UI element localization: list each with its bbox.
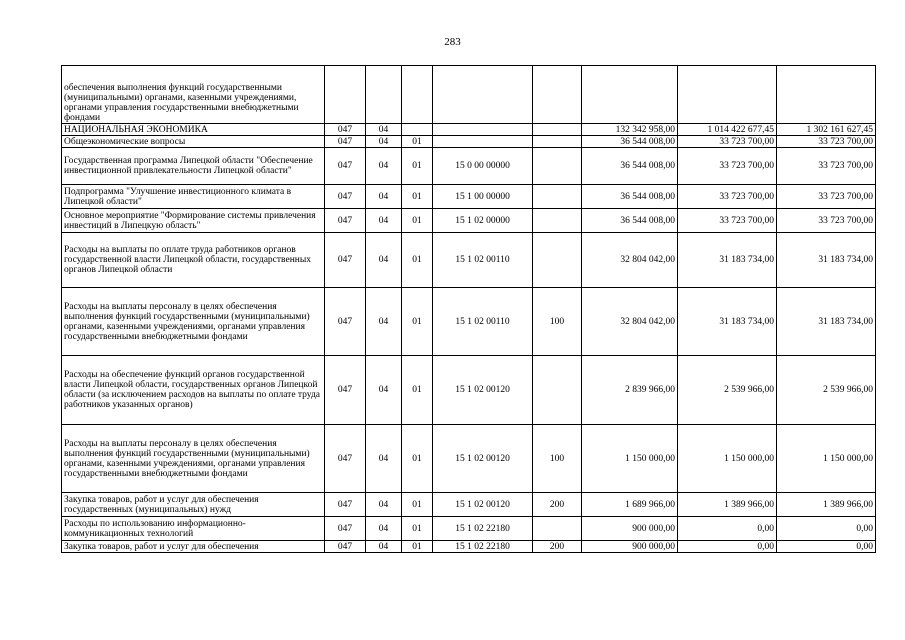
cell-expense-type: 200 bbox=[533, 541, 582, 553]
cell-ministry: 047 bbox=[325, 148, 366, 185]
cell-amount-1: 132 342 958,00 bbox=[582, 124, 678, 136]
cell-amount-3: 33 723 700,00 bbox=[777, 136, 876, 148]
cell-subsection: 01 bbox=[402, 148, 433, 185]
cell-ministry: 047 bbox=[325, 356, 366, 425]
table-row bbox=[62, 425, 876, 493]
cell-amount-2: 33 723 700,00 bbox=[678, 136, 777, 148]
cell-name: Общеэкономические вопросы bbox=[62, 136, 325, 148]
cell-ministry: 047 bbox=[325, 541, 366, 553]
cell-amount-3: 0,00 bbox=[777, 517, 876, 541]
cell-amount-2: 1 389 966,00 bbox=[678, 493, 777, 517]
cell-amount-2: 1 014 422 677,45 bbox=[678, 124, 777, 136]
cell-target: 15 1 02 22180 bbox=[433, 541, 533, 553]
cell-expense-type: 100 bbox=[533, 288, 582, 356]
cell-target: 15 1 00 00000 bbox=[433, 185, 533, 209]
cell-subsection: 01 bbox=[402, 541, 433, 553]
cell-amount-3 bbox=[777, 66, 876, 124]
cell-subsection: 01 bbox=[402, 425, 433, 493]
cell-amount-1: 36 544 008,00 bbox=[582, 148, 678, 185]
cell-amount-3: 2 539 966,00 bbox=[777, 356, 876, 425]
cell-amount-3: 0,00 bbox=[777, 541, 876, 553]
table-row bbox=[62, 517, 876, 541]
cell-subsection: 01 bbox=[402, 209, 433, 233]
cell-amount-3: 33 723 700,00 bbox=[777, 185, 876, 209]
cell-amount-1: 36 544 008,00 bbox=[582, 185, 678, 209]
cell-name: Расходы на выплаты персоналу в целях обеспечения выполнения функций государственными (муниципальными) органами, казенными учреждениями, органами управления государственными внебюджетными фондами bbox=[62, 425, 325, 493]
cell-amount-3: 1 150 000,00 bbox=[777, 425, 876, 493]
cell-ministry: 047 bbox=[325, 185, 366, 209]
cell-amount-1 bbox=[582, 66, 678, 124]
cell-section: 04 bbox=[366, 425, 402, 493]
table-row bbox=[62, 185, 876, 209]
cell-amount-1: 32 804 042,00 bbox=[582, 233, 678, 288]
table-row bbox=[62, 136, 876, 148]
cell-name: Расходы на выплаты персоналу в целях обеспечения выполнения функций государственными (муниципальными) органами, казенными учреждениями, органами управления государственными внебюджетными фондами bbox=[62, 288, 325, 356]
cell-target: 15 1 02 22180 bbox=[433, 517, 533, 541]
table-row bbox=[62, 356, 876, 425]
cell-name: Подпрограмма "Улучшение инвестиционного климата в Липецкой области" bbox=[62, 185, 325, 209]
cell-subsection bbox=[402, 66, 433, 124]
cell-name: Закупка товаров, работ и услуг для обеспечения bbox=[62, 541, 325, 553]
cell-amount-1: 1 689 966,00 bbox=[582, 493, 678, 517]
cell-expense-type bbox=[533, 356, 582, 425]
cell-expense-type bbox=[533, 209, 582, 233]
table-row bbox=[62, 209, 876, 233]
cell-section: 04 bbox=[366, 209, 402, 233]
cell-ministry: 047 bbox=[325, 425, 366, 493]
cell-name: обеспечения выполнения функций государственными (муниципальными) органами, казенными учреждениями, органами управления государственными внебюджетными фондами bbox=[62, 66, 325, 124]
cell-amount-1: 32 804 042,00 bbox=[582, 288, 678, 356]
cell-subsection: 01 bbox=[402, 356, 433, 425]
cell-target: 15 1 02 00110 bbox=[433, 233, 533, 288]
cell-amount-2: 2 539 966,00 bbox=[678, 356, 777, 425]
cell-section bbox=[366, 66, 402, 124]
cell-amount-1: 36 544 008,00 bbox=[582, 209, 678, 233]
cell-target: 15 1 02 00000 bbox=[433, 209, 533, 233]
cell-amount-3: 31 183 734,00 bbox=[777, 233, 876, 288]
cell-amount-3: 33 723 700,00 bbox=[777, 148, 876, 185]
cell-name: Закупка товаров, работ и услуг для обеспечения государственных (муниципальных) нужд bbox=[62, 493, 325, 517]
table-row bbox=[62, 493, 876, 517]
cell-expense-type bbox=[533, 66, 582, 124]
cell-amount-3: 1 389 966,00 bbox=[777, 493, 876, 517]
cell-section: 04 bbox=[366, 185, 402, 209]
cell-amount-1: 2 839 966,00 bbox=[582, 356, 678, 425]
cell-target bbox=[433, 124, 533, 136]
cell-subsection: 01 bbox=[402, 517, 433, 541]
cell-subsection: 01 bbox=[402, 288, 433, 356]
cell-ministry: 047 bbox=[325, 209, 366, 233]
cell-ministry: 047 bbox=[325, 517, 366, 541]
page-number: 283 bbox=[444, 36, 461, 48]
cell-amount-2: 33 723 700,00 bbox=[678, 148, 777, 185]
cell-section: 04 bbox=[366, 288, 402, 356]
cell-amount-2: 1 150 000,00 bbox=[678, 425, 777, 493]
table-row bbox=[62, 124, 876, 136]
cell-target: 15 0 00 00000 bbox=[433, 148, 533, 185]
cell-ministry bbox=[325, 66, 366, 124]
cell-amount-2: 0,00 bbox=[678, 517, 777, 541]
cell-amount-2: 0,00 bbox=[678, 541, 777, 553]
cell-name: НАЦИОНАЛЬНАЯ ЭКОНОМИКА bbox=[62, 124, 325, 136]
cell-ministry: 047 bbox=[325, 493, 366, 517]
cell-target: 15 1 02 00120 bbox=[433, 425, 533, 493]
cell-section: 04 bbox=[366, 148, 402, 185]
cell-subsection: 01 bbox=[402, 493, 433, 517]
cell-name: Государственная программа Липецкой области "Обеспечение инвестиционной привлекательности Липецкой области" bbox=[62, 148, 325, 185]
cell-target: 15 1 02 00120 bbox=[433, 356, 533, 425]
cell-section: 04 bbox=[366, 541, 402, 553]
cell-section: 04 bbox=[366, 356, 402, 425]
cell-amount-1: 36 544 008,00 bbox=[582, 136, 678, 148]
cell-amount-2: 33 723 700,00 bbox=[678, 185, 777, 209]
cell-expense-type bbox=[533, 148, 582, 185]
cell-expense-type bbox=[533, 233, 582, 288]
table-row bbox=[62, 541, 876, 553]
cell-section: 04 bbox=[366, 136, 402, 148]
cell-expense-type bbox=[533, 136, 582, 148]
cell-ministry: 047 bbox=[325, 233, 366, 288]
cell-ministry: 047 bbox=[325, 136, 366, 148]
table-row bbox=[62, 233, 876, 288]
cell-amount-2 bbox=[678, 66, 777, 124]
cell-name: Расходы на обеспечение функций органов государственной власти Липецкой области, государственных органов Липецкой области (за исключением расходов на выплаты по оплате труда работников указанных органов) bbox=[62, 356, 325, 425]
cell-amount-2: 31 183 734,00 bbox=[678, 233, 777, 288]
cell-name: Расходы на выплаты по оплате труда работников органов государственной власти Липецкой области, государственных органов Липецкой области bbox=[62, 233, 325, 288]
cell-subsection: 01 bbox=[402, 233, 433, 288]
cell-amount-1: 1 150 000,00 bbox=[582, 425, 678, 493]
cell-target: 15 1 02 00120 bbox=[433, 493, 533, 517]
cell-ministry: 047 bbox=[325, 124, 366, 136]
cell-amount-1: 900 000,00 bbox=[582, 541, 678, 553]
cell-amount-3: 31 183 734,00 bbox=[777, 288, 876, 356]
table-row bbox=[62, 66, 876, 124]
cell-subsection: 01 bbox=[402, 185, 433, 209]
cell-ministry: 047 bbox=[325, 288, 366, 356]
cell-expense-type: 100 bbox=[533, 425, 582, 493]
table-row bbox=[62, 148, 876, 185]
cell-subsection bbox=[402, 124, 433, 136]
cell-expense-type bbox=[533, 517, 582, 541]
cell-expense-type: 200 bbox=[533, 493, 582, 517]
cell-amount-1: 900 000,00 bbox=[582, 517, 678, 541]
cell-name: Основное мероприятие "Формирование системы привлечения инвестиций в Липецкую область" bbox=[62, 209, 325, 233]
cell-amount-2: 31 183 734,00 bbox=[678, 288, 777, 356]
cell-amount-3: 33 723 700,00 bbox=[777, 209, 876, 233]
budget-table bbox=[61, 65, 876, 553]
table-row bbox=[62, 288, 876, 356]
cell-section: 04 bbox=[366, 233, 402, 288]
cell-section: 04 bbox=[366, 517, 402, 541]
cell-target bbox=[433, 136, 533, 148]
cell-target bbox=[433, 66, 533, 124]
cell-section: 04 bbox=[366, 124, 402, 136]
cell-target: 15 1 02 00110 bbox=[433, 288, 533, 356]
cell-expense-type bbox=[533, 185, 582, 209]
cell-expense-type bbox=[533, 124, 582, 136]
cell-subsection: 01 bbox=[402, 136, 433, 148]
cell-amount-2: 33 723 700,00 bbox=[678, 209, 777, 233]
cell-name: Расходы по использованию информационно-коммуникационных технологий bbox=[62, 517, 325, 541]
cell-amount-3: 1 302 161 627,45 bbox=[777, 124, 876, 136]
cell-section: 04 bbox=[366, 493, 402, 517]
